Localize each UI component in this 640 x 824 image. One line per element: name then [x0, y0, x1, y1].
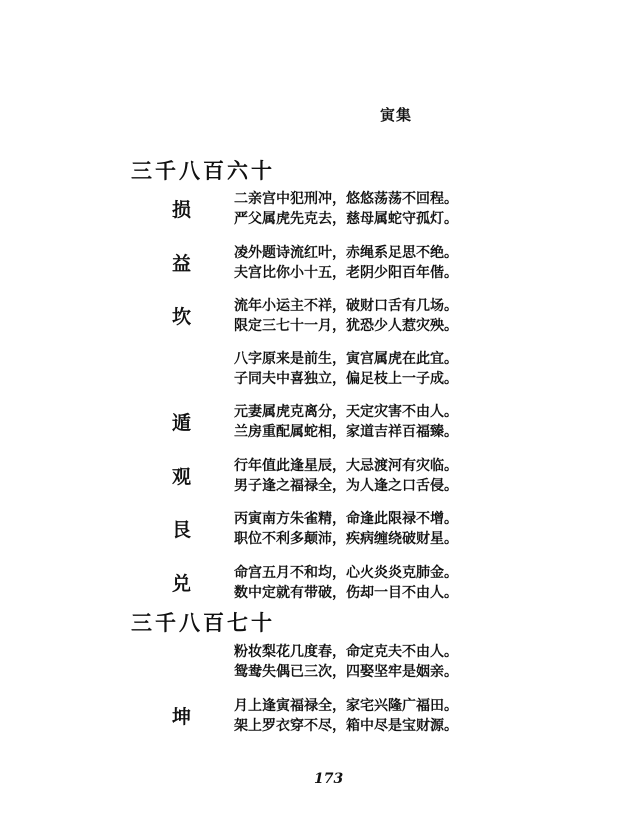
verse-line: 命宫五月不和均，心火炎炎克肺金。: [234, 565, 458, 581]
verse-line: 架上罗衣穿不尽，箱中尽是宝财源。: [234, 718, 458, 734]
verse-line: 数中定就有带破，伤却一目不由人。: [234, 585, 458, 601]
hexagram-label: 遁: [172, 412, 192, 434]
verse-entry: [128, 243, 488, 287]
verse-lines: [234, 509, 458, 549]
verse-lines: [234, 243, 458, 283]
verse-line: 兰房重配属蛇相，家道吉祥百福臻。: [234, 424, 458, 440]
verse-line: 限定三七十一月，犹恐少人惹灾殃。: [234, 318, 458, 334]
verse-line: 元妻属虎克离分，天定灾害不由人。: [234, 404, 458, 420]
verse-line: 鸳鸯失偶已三次，四娶坚牢是姻亲。: [234, 664, 458, 680]
verse-lines: [234, 696, 458, 736]
verse-entry: [128, 296, 488, 340]
hexagram-label: 损: [172, 199, 192, 221]
verse-lines: [234, 349, 458, 389]
verse-entry: [128, 456, 488, 500]
hexagram-label: 坎: [172, 306, 192, 328]
hexagram-label: 坤: [172, 706, 192, 728]
verse-line: 职位不利多颠沛，疾病缠绕破财星。: [234, 531, 458, 547]
verse-entry: [128, 696, 488, 740]
hexagram-label: 兑: [172, 573, 192, 595]
verse-entry: [128, 509, 488, 553]
page-header: 寅集: [380, 106, 413, 124]
hexagram-label: 观: [172, 466, 192, 488]
verse-lines: [234, 456, 458, 496]
verse-lines: [234, 642, 458, 682]
verse-lines: [234, 189, 458, 229]
verse-line: 粉妆梨花几度春，命定克夫不由人。: [234, 644, 458, 660]
verse-line: 流年小运主不祥，破财口舌有几场。: [234, 298, 458, 314]
verse-line: 二亲宫中犯刑冲，悠悠荡荡不回程。: [234, 191, 458, 207]
verse-entry: [128, 642, 488, 686]
verse-line: 丙寅南方朱雀精，命逢此限禄不增。: [234, 511, 458, 527]
hexagram-label: 艮: [172, 519, 192, 541]
verse-line: 八字原来是前生，寅宫属虎在此宜。: [234, 351, 458, 367]
verse-lines: [234, 402, 458, 442]
verse-entry: [128, 402, 488, 446]
page-number: 173: [314, 771, 344, 787]
verse-entry: [128, 349, 488, 393]
verse-line: 月上逢寅福禄全，家宅兴隆广福田。: [234, 698, 458, 714]
verse-lines: [234, 563, 458, 603]
verse-line: 严父属虎先克去，慈母属蛇守孤灯。: [234, 211, 458, 227]
verse-line: 夫宫比你小十五，老阴少阳百年偕。: [234, 265, 458, 281]
section-title: 三千八百七十: [131, 610, 275, 635]
verse-entry: [128, 563, 488, 607]
verse-line: 凌外题诗流红叶，赤绳系足思不绝。: [234, 245, 458, 261]
verse-line: 男子逢之福禄全，为人逢之口舌侵。: [234, 478, 458, 494]
hexagram-label: 益: [172, 253, 192, 275]
verse-lines: [234, 296, 458, 336]
verse-entry: [128, 189, 488, 233]
section-title: 三千八百六十: [131, 158, 275, 183]
verse-line: 行年值此逢星辰，大忌渡河有灾临。: [234, 458, 458, 474]
verse-line: 子同夫中喜独立，偏足枝上一子成。: [234, 371, 458, 387]
